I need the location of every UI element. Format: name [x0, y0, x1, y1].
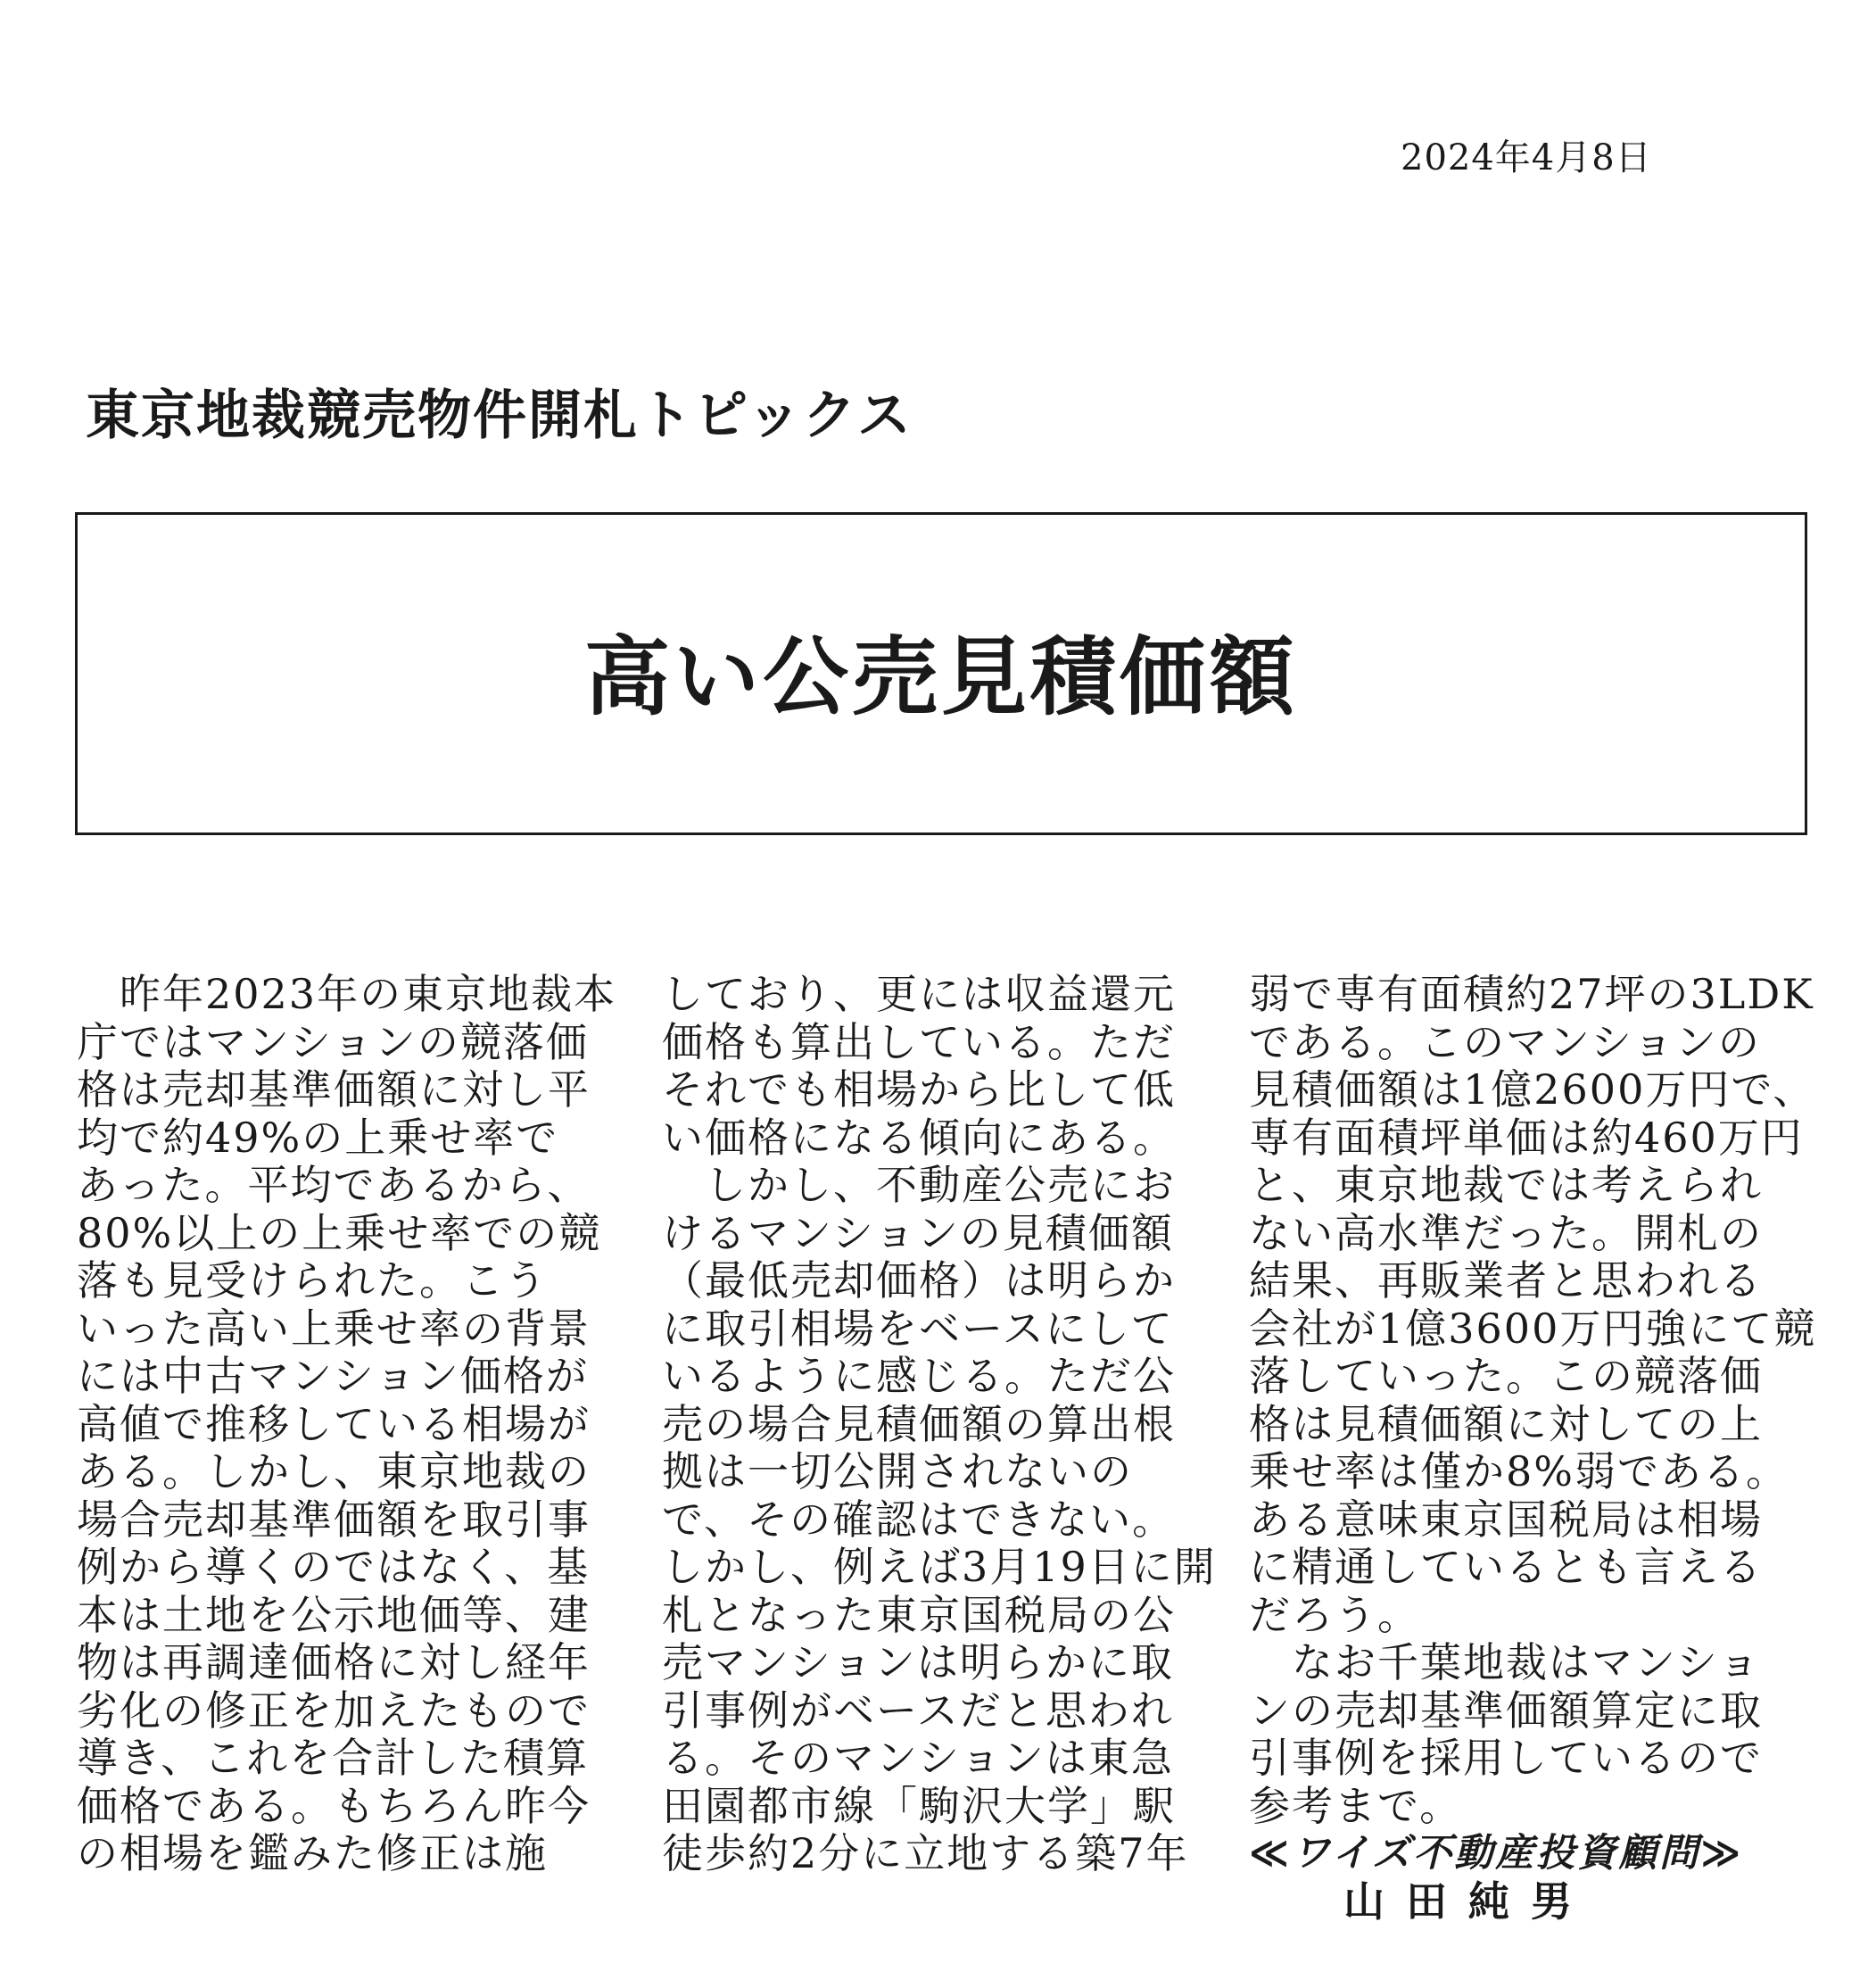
text-line: い価格になる傾向にある。	[662, 1113, 1176, 1162]
text-line: 劣化の修正を加えたもので	[77, 1686, 591, 1735]
text-line: の相場を鑑みた修正は施	[77, 1829, 548, 1877]
text-line: 田園都市線「駒沢大学」駅	[662, 1781, 1176, 1830]
text-line: 会社が1億3600万円強にて競	[1249, 1304, 1817, 1353]
series-title: 東京地裁競売物件開札トピックス	[86, 385, 913, 447]
text-line: 本は土地を公示地価等、建	[77, 1590, 591, 1639]
text-line: あった。平均であるから、	[77, 1161, 591, 1209]
text-line: 乗せ率は僅か8%弱である。	[1249, 1447, 1789, 1495]
text-line: 落していった。この競落価	[1249, 1352, 1763, 1400]
article-column-1	[77, 971, 616, 1878]
text-line: 落も見受けられた。こう	[77, 1256, 548, 1305]
text-line: 格は見積価額に対しての上	[1249, 1399, 1763, 1448]
text-line: しており、更には収益還元	[662, 970, 1176, 1018]
text-line: しかし、例えば3月19日に開	[662, 1543, 1217, 1591]
text-line: と、東京地裁では考えられ	[1249, 1161, 1763, 1209]
text-line: には中古マンション価格が	[77, 1352, 589, 1400]
headline-box	[75, 512, 1807, 835]
text-line: で、その確認はできない。	[662, 1495, 1176, 1544]
text-line: 例から導くのではなく、基	[77, 1543, 591, 1591]
text-line: ンの売却基準価額算定に取	[1249, 1686, 1763, 1735]
text-line: 均で約49%の上乗せ率で	[77, 1113, 559, 1162]
article-column-3	[1249, 971, 1816, 1926]
text-line: それでも相場から比して低	[662, 1065, 1176, 1114]
text-line: 昨年2023年の東京地裁本	[77, 970, 617, 1018]
text-line: 売マンションは明らかに取	[662, 1638, 1174, 1686]
text-line: なお千葉地裁はマンショ	[1249, 1638, 1761, 1686]
text-line: である。このマンションの	[1249, 1017, 1761, 1066]
text-line: 高値で推移している相場が	[77, 1399, 591, 1448]
article-date: 2024年4月8日	[1401, 137, 1652, 178]
text-line: 売の場合見積価額の算出根	[662, 1399, 1176, 1448]
text-line: ない高水準だった。開札の	[1249, 1208, 1763, 1257]
text-line: 結果、再販業者と思われる	[1249, 1256, 1763, 1305]
text-line: しかし、不動産公売にお	[662, 1161, 1176, 1209]
text-line: 物は再調達価格に対し経年	[77, 1638, 591, 1686]
text-line: 庁ではマンションの競落価	[77, 1017, 589, 1066]
text-line: に精通しているとも言える	[1249, 1543, 1763, 1591]
text-line: 格は売却基準価額に対し平	[77, 1065, 591, 1114]
text-line: けるマンションの見積価額	[662, 1208, 1174, 1257]
text-line: 札となった東京国税局の公	[662, 1590, 1176, 1639]
text-line: 弱で専有面積約27坪の3LDK	[1249, 970, 1814, 1018]
text-line: 引事例を採用しているので	[1249, 1734, 1763, 1782]
article-column-2	[662, 971, 1217, 1878]
text-line: ある。しかし、東京地裁の	[77, 1447, 591, 1495]
text-line: （最低売却価格）は明らか	[662, 1256, 1176, 1305]
text-line: に取引相場をベースにして	[662, 1304, 1174, 1353]
text-line: 参考まで。	[1249, 1781, 1463, 1830]
text-line: 見積価額は1億2600万円で、	[1249, 1065, 1816, 1114]
signature-company: ≪ワイズ不動産投資顧問≫	[1249, 1831, 1744, 1876]
text-line: 80%以上の上乗せ率での競	[77, 1208, 602, 1257]
author-name: 山田純男	[1343, 1876, 1593, 1926]
text-line: いった高い上乗せ率の背景	[77, 1304, 591, 1353]
text-line: 導き、これを合計した積算	[77, 1734, 590, 1782]
text-line: ある意味東京国税局は相場	[1249, 1495, 1763, 1544]
text-line: いるように感じる。ただ公	[662, 1352, 1176, 1400]
text-line: る。そのマンションは東急	[662, 1734, 1174, 1782]
text-line: 拠は一切公開されないの	[662, 1447, 1133, 1495]
text-line: 価格も算出している。ただ	[662, 1017, 1176, 1066]
text-line: だろう。	[1249, 1590, 1420, 1639]
text-line: 価格である。もちろん昨今	[77, 1781, 591, 1830]
text-line: 徒歩約2分に立地する築7年	[662, 1829, 1189, 1877]
text-line: 引事例がベースだと思われ	[662, 1686, 1174, 1735]
headline: 高い公売見積価額	[584, 626, 1298, 727]
text-line: 専有面積坪単価は約460万円	[1249, 1113, 1804, 1162]
text-line: 場合売却基準価額を取引事	[77, 1495, 591, 1544]
